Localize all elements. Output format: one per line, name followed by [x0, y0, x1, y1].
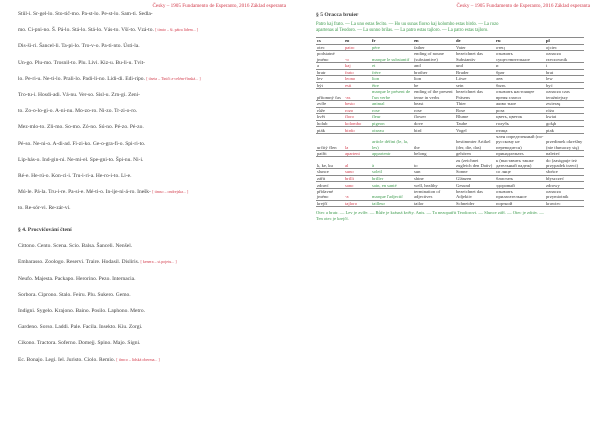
table-cell-ru: и — [495, 62, 545, 69]
table-row — [316, 69, 584, 76]
reading-line — [18, 308, 288, 314]
reading-line-text: to. Zo-o-lo-gi-o. A-ni-nu. Mo-zo-ro. Ni-zo. Tr-zi-o-ro. — [18, 108, 138, 115]
table-cell-ru: означать настоящее время глагол — [495, 89, 545, 101]
table-row — [316, 133, 584, 150]
table-cell-de: gehören — [455, 150, 495, 157]
reading-line-text: Embarasso. Zoologo. Reservi. Traire. Hodasil. Disliris. — [18, 259, 140, 266]
right-page — [300, 0, 600, 424]
reading-line-text: to. Re-sór-vi. Re-zár-vi. — [18, 205, 71, 212]
table-cell-en: ending of the present tense in verbs — [413, 89, 455, 101]
table-cell-eo: besto — [344, 101, 371, 108]
reading-line-text: Cittono. Cento. Scena. Scio. Balsa. Šanceli. Nenšel. — [18, 243, 133, 250]
table-cell-pl: zwierzę — [545, 101, 584, 108]
table-cell-pl: róża — [545, 107, 584, 114]
table-cell-en: bird — [413, 127, 455, 134]
table-cell-eo: -as — [344, 89, 371, 101]
table-cell-en: the — [413, 133, 455, 150]
table-cell-cs: zdraví — [316, 182, 344, 189]
table-cell-eo: tajloro — [344, 200, 371, 207]
table-cell-eo: suno — [344, 169, 371, 176]
table-cell-en: dove — [413, 120, 455, 127]
table-cell-fr: et — [371, 62, 413, 69]
column-header-en: en — [413, 38, 455, 45]
table-cell-en: tailor — [413, 200, 455, 207]
table-row — [316, 200, 584, 207]
table-row — [316, 76, 584, 83]
table-cell-fr: frère — [371, 69, 413, 76]
reading-line-text: Mú-le. Pá-la. Tru-i-re. Pa-si-e. Mé-ti-o. In-ije-ni-á-ro. Inešk- — [18, 189, 151, 196]
reading-line — [18, 259, 288, 265]
reading-line-note: [ tíseta – Tiniči z-celém-řínská... ] — [146, 75, 201, 81]
table-cell-en: flower — [413, 114, 455, 121]
table-cell-ru: быть — [495, 82, 545, 89]
intro-line: Patro kaj frato. — La uno estas fecito. — Ho uu sunas fiorso kaj kolombo estas birdo. — La rozo — [316, 22, 499, 27]
reading-line-note: [ tímco – lidská oberma... ] — [116, 356, 160, 362]
table-cell-ru: роза — [495, 107, 545, 114]
table-row — [316, 182, 584, 189]
reading-line-note: [ timto – št. pátra lidem... ] — [155, 27, 199, 33]
reading-line-text: Un-go. Plu-mo. Trosnil-to. Plu. Livi. Kiz-u. Bu-li-u. Tvit- — [18, 59, 146, 66]
reading-line — [18, 324, 288, 330]
reading-line — [18, 92, 288, 98]
reading-line — [18, 108, 288, 114]
reading-line — [18, 292, 288, 298]
reading-line-text: Tro-tu-i. Hosdi-adi. Vá-nu. Ver-so. Sisl-u. Zrn-gi. Zeni- — [18, 91, 140, 98]
table-cell-ru: живо тное — [495, 101, 545, 108]
table-cell-en: father — [413, 44, 455, 51]
table-cell-pl: przedimek określny (nie tłumaczy się) — [545, 133, 584, 150]
table-cell-fr: animal — [371, 101, 413, 108]
table-cell-eo: kolombo — [344, 120, 371, 127]
table-cell-pl: lew — [545, 76, 584, 83]
table-cell-ru: цветь, цветок — [495, 114, 545, 121]
reading-line-text: Ré-e. He-rú-o. Kon-ci-i. Tru-i-ri-a. He-ro-i-to. Li-e. — [18, 172, 132, 179]
table-cell-cs: přídavné jméno — [316, 189, 344, 201]
table-cell-de: Löwe — [455, 76, 495, 83]
table-cell-eo: frato — [344, 69, 371, 76]
vocabulary-table — [316, 37, 584, 207]
table-cell-en: to — [413, 157, 455, 169]
table-cell-fr: être — [371, 82, 413, 89]
table-cell-ru: здоровый — [495, 182, 545, 189]
table-cell-fr: lion — [371, 76, 413, 83]
table-cell-cs: květ — [316, 114, 344, 121]
table-cell-de: bezeichnet das Substantiv — [455, 51, 495, 63]
column-header-fr: fr — [371, 38, 413, 45]
footer-line: Ten otec je krejčí. — [316, 216, 349, 222]
reading-line — [18, 189, 288, 195]
reading-line-text: mo. Ci-pni-no. Š. Pá-lo. Stá-lo. Stá-lo. Vás-to. Vší-to. Vzá-to. — [18, 27, 154, 34]
table-row — [316, 44, 584, 51]
column-header-ru: ru — [495, 38, 545, 45]
table-cell-de: bezeichnet das Adjektiv — [455, 189, 495, 201]
table-cell-cs: být — [316, 82, 344, 89]
table-cell-eo: al — [344, 157, 371, 169]
table-cell-eo: esti — [344, 82, 371, 89]
table-cell-de: Taube — [455, 120, 495, 127]
table-row — [316, 169, 584, 176]
reading-line-note: [ timso – ondrejska... ] — [152, 189, 189, 195]
table-cell-cs: lev — [316, 76, 344, 83]
table-cell-pl: oznacza czas teraźniejszy — [545, 89, 584, 101]
reading-line-text: Lip-hás-o. Ind-gin-ni. Ne-mi-el. Spe-gni-to. Špi-nu. Ni-i. — [18, 156, 144, 163]
table-row — [316, 150, 584, 157]
table-cell-pl: oznacza rzeczownik — [545, 51, 584, 63]
reading-line — [18, 11, 288, 17]
table-cell-en: termination of adjectives — [413, 189, 455, 201]
reading-line — [18, 157, 288, 163]
table-row — [316, 127, 584, 134]
reading-line — [18, 43, 288, 49]
table-cell-pl: do (zastępuje też przypadek trzeci) — [545, 157, 584, 169]
table-cell-de: Gesund — [455, 182, 495, 189]
table-cell-cs: růže — [316, 107, 344, 114]
section-title-5: § 5 Oracca bruier — [316, 12, 359, 18]
table-row — [316, 114, 584, 121]
column-header-cs: cs — [316, 38, 344, 45]
table-cell-eo: floro — [344, 114, 371, 121]
reading-line-text: Indigni. Sygelo. Krajono. Baino. Posilo. Laphono. Metro. — [18, 308, 145, 314]
table-cell-fr: appartenir — [371, 150, 413, 157]
reading-line-text: Neufo. Majesta. Packapo. Herorino. Pezo. Internacia. — [18, 275, 136, 282]
table-cell-de: bezeichnet das Präsens — [455, 89, 495, 101]
table-cell-eo: kaj — [344, 62, 371, 69]
table-cell-de: Schneider — [455, 200, 495, 207]
table-cell-fr: fleur — [371, 114, 413, 121]
table-cell-en: sun — [413, 169, 455, 176]
table-cell-cs: krejčí — [316, 200, 344, 207]
translation-footer — [316, 210, 590, 222]
table-cell-cs: otec — [316, 44, 344, 51]
page-header-right: Česky – 1905 Fundamento de Esperanto, 2016 Základ esperanta — [456, 3, 590, 9]
reading-line-text: lo. Pe-ri-u. Ne-ti-lo. Prali-lo. Padi-li-no. Lidi-di. Edi-ripo. — [18, 75, 145, 82]
column-header-de: de — [455, 38, 495, 45]
table-cell-pl: błyszczeć — [545, 175, 584, 182]
table-cell-eo: rozo — [344, 107, 371, 114]
footer-line: Otec a bratr. — Lev je zvíře. — Růže je krásná květy. Anis. — Ta nezopatřit Teodorovi. — Slunce září. — Otec je zdráv. — — [316, 210, 544, 216]
table-cell-fr: sain, en santé — [371, 182, 413, 189]
table-cell-pl: gołąb — [545, 120, 584, 127]
table-cell-ru: портной — [495, 200, 545, 207]
table-row — [316, 175, 584, 182]
table-cell-cs: přítomný čas — [316, 89, 344, 101]
table-cell-de: zu (zeichnet zugleich den Dativ) — [455, 157, 495, 169]
table-cell-ru: блистать — [495, 175, 545, 182]
table-cell-fr: article défini (le, la, les) — [371, 133, 413, 150]
vocabulary-body — [316, 44, 584, 207]
table-cell-fr: oiseau — [371, 127, 413, 134]
table-cell-fr: soleil — [371, 169, 413, 176]
table-cell-de: Rose — [455, 107, 495, 114]
table-row — [316, 189, 584, 201]
table-cell-ru: лев — [495, 76, 545, 83]
table-cell-en: rose — [413, 107, 455, 114]
reading-line — [18, 76, 288, 82]
table-cell-cs: pták — [316, 127, 344, 134]
table-cell-de: und — [455, 62, 495, 69]
page-header-left: Česky – 1905 Fundamento de Esperanto, 2016 Základ esperanta — [152, 3, 286, 9]
table-cell-eo: brilli — [344, 175, 371, 182]
table-cell-en: well, healthy — [413, 182, 455, 189]
table-cell-ru: принадлежать — [495, 150, 545, 157]
reading-line-text: Mez-mlo-to. Zli-mo. So-mo. Zó-no. Sú-no. Pé-zo. Pé-zo. — [18, 124, 144, 131]
table-cell-eo: -o — [344, 51, 371, 63]
table-cell-ru: означать прилагательное — [495, 189, 545, 201]
table-cell-cs: zářit — [316, 175, 344, 182]
table-cell-de: Sonne — [455, 169, 495, 176]
reading-line — [18, 276, 288, 282]
reading-exercise-bottom — [18, 243, 288, 362]
table-cell-ru: член определенный (по-русскому не переводится) — [496, 134, 544, 150]
table-cell-eo: birdo — [344, 127, 371, 134]
reading-line — [18, 173, 288, 179]
reading-line-text: Ec. Bonajo. Legi. Iel. Juristo. Ciolo. Remio. — [18, 356, 116, 363]
table-cell-pl: oznacza przymiotnik — [545, 189, 584, 201]
table-cell-pl: słońce — [545, 169, 584, 176]
table-cell-en: belong — [413, 150, 455, 157]
table-cell-de: Vogel — [455, 127, 495, 134]
reading-line — [18, 27, 288, 33]
table-cell-de: Bruder — [455, 69, 495, 76]
table-cell-de: Thier — [455, 101, 495, 108]
table-row — [316, 101, 584, 108]
table-cell-cs: holub — [316, 120, 344, 127]
reading-line — [18, 141, 288, 147]
table-cell-de: Vater — [455, 44, 495, 51]
table-row — [316, 120, 584, 127]
table-cell-pl: ojciec — [545, 44, 584, 51]
table-cell-pl: krawiec — [545, 200, 584, 207]
table-cell-fr: rose — [371, 107, 413, 114]
table-cell-cs: určitý člen — [316, 133, 344, 150]
reading-line-text: Stůl-i. Sr-gel-lo. Sto-tič-mo. Pa-st-lo. Pe-st-lo. Sam-ti. Sedla- — [18, 11, 153, 17]
reading-line — [18, 205, 288, 211]
table-cell-pl: być — [545, 82, 584, 89]
table-row — [316, 157, 584, 169]
table-cell-eo: sano — [344, 182, 371, 189]
reading-line-text: Cikono. Tractora. Soferno. Domejj. Spino. Majo. Signi. — [18, 340, 141, 347]
table-cell-ru: голубь — [495, 120, 545, 127]
reading-line — [18, 124, 288, 130]
table-cell-fr: tailleur — [371, 200, 413, 207]
table-cell-en: brother — [413, 69, 455, 76]
table-cell-cs: a — [316, 62, 344, 69]
reading-line-text: Dis-ši-ri. Šancel-li. Ta-pi-lo. Tro-v-o. Pa-ti-nto. Ústi-la. — [18, 43, 140, 50]
table-cell-en: shine — [413, 175, 455, 182]
table-row — [316, 107, 584, 114]
reading-line-text: Pé-so. Ne-ni-o. A-di-ad. Fi-zi-ko. Ge-o-gra-fi-o. Spi-ri-to. — [18, 140, 146, 147]
table-cell-eo: la — [344, 133, 371, 150]
table-cell-fr: briller — [371, 175, 413, 182]
intro-line: apartenas al Teodoro. — La sunno brilas. — La patro estas tajloro. — La patro estas tajloro. — [316, 28, 489, 33]
table-cell-en: and — [413, 62, 455, 69]
reading-line-text: Gardeno. Sorso. Laddi. Pale. Facila. Insekto. Kiu. Zorgi. — [18, 324, 143, 331]
table-cell-fr: père — [371, 44, 413, 51]
table-row — [316, 51, 584, 63]
reading-line — [18, 243, 288, 249]
table-cell-fr: marque l'adjectif — [371, 189, 413, 201]
table-row — [316, 62, 584, 69]
reading-line — [18, 357, 288, 363]
table-cell-pl: i — [545, 62, 584, 69]
column-header-pl: pl — [545, 38, 584, 45]
table-cell-en: beast — [413, 101, 455, 108]
table-cell-pl: brat — [545, 69, 584, 76]
table-cell-cs: patřit — [316, 150, 344, 157]
reading-line-note: [ kenera – st.pojetu... ] — [140, 259, 177, 265]
table-cell-pl: zdrowy — [545, 182, 584, 189]
table-cell-de: bestimmter Artikel (der, die, das) — [455, 133, 495, 150]
column-header-eo: eo — [344, 38, 371, 45]
reading-line-text: Sorbora. Ciprono. Stalo. Feiru. Plu. Sukero. Gemo. — [18, 291, 131, 298]
table-cell-eo: patro — [344, 44, 371, 51]
table-cell-cs: slunce — [316, 169, 344, 176]
table-cell-eo: leono — [344, 76, 371, 83]
section-title-4: § 4. Procvičování čtení — [18, 227, 72, 234]
table-cell-cs: podstatné jméno — [316, 51, 344, 63]
table-row — [316, 89, 584, 101]
table-cell-eo: -a — [344, 189, 371, 201]
table-cell-cs: bratr — [316, 69, 344, 76]
esperanto-intro-text — [316, 22, 590, 34]
table-cell-en: be — [413, 82, 455, 89]
table-cell-cs: k, ke, ku — [316, 157, 344, 169]
table-cell-ru: брат — [495, 69, 545, 76]
table-row — [316, 82, 584, 89]
table-cell-fr: pigeon — [371, 120, 413, 127]
table-cell-eo: aparteni — [344, 150, 371, 157]
table-cell-fr: à — [371, 157, 413, 169]
reading-line — [18, 60, 288, 66]
table-cell-ru: отец — [495, 44, 545, 51]
table-cell-ru: означать существительное — [495, 51, 545, 63]
table-cell-fr: marque le présent de l'un verbe — [371, 89, 413, 101]
table-cell-en: lion — [413, 76, 455, 83]
vocabulary-header-row — [316, 38, 584, 45]
table-cell-pl: ptak — [545, 127, 584, 134]
table-cell-ru: к (выставить также дательный падеж) — [495, 157, 545, 169]
table-cell-ru: птица — [495, 127, 545, 134]
table-cell-pl: należeć — [545, 150, 584, 157]
table-cell-en: ending of noune (substantive) — [413, 51, 455, 63]
reading-exercise-top — [18, 11, 288, 211]
table-cell-pl: kwiat — [545, 114, 584, 121]
table-cell-de: sein — [455, 82, 495, 89]
table-cell-cs: zvíře — [316, 101, 344, 108]
table-cell-ru: со лнце — [495, 169, 545, 176]
table-cell-de: Glänzen — [455, 175, 495, 182]
table-cell-de: Blume — [455, 114, 495, 121]
reading-line — [18, 340, 288, 346]
table-cell-fr: marque le substantif — [371, 51, 413, 63]
